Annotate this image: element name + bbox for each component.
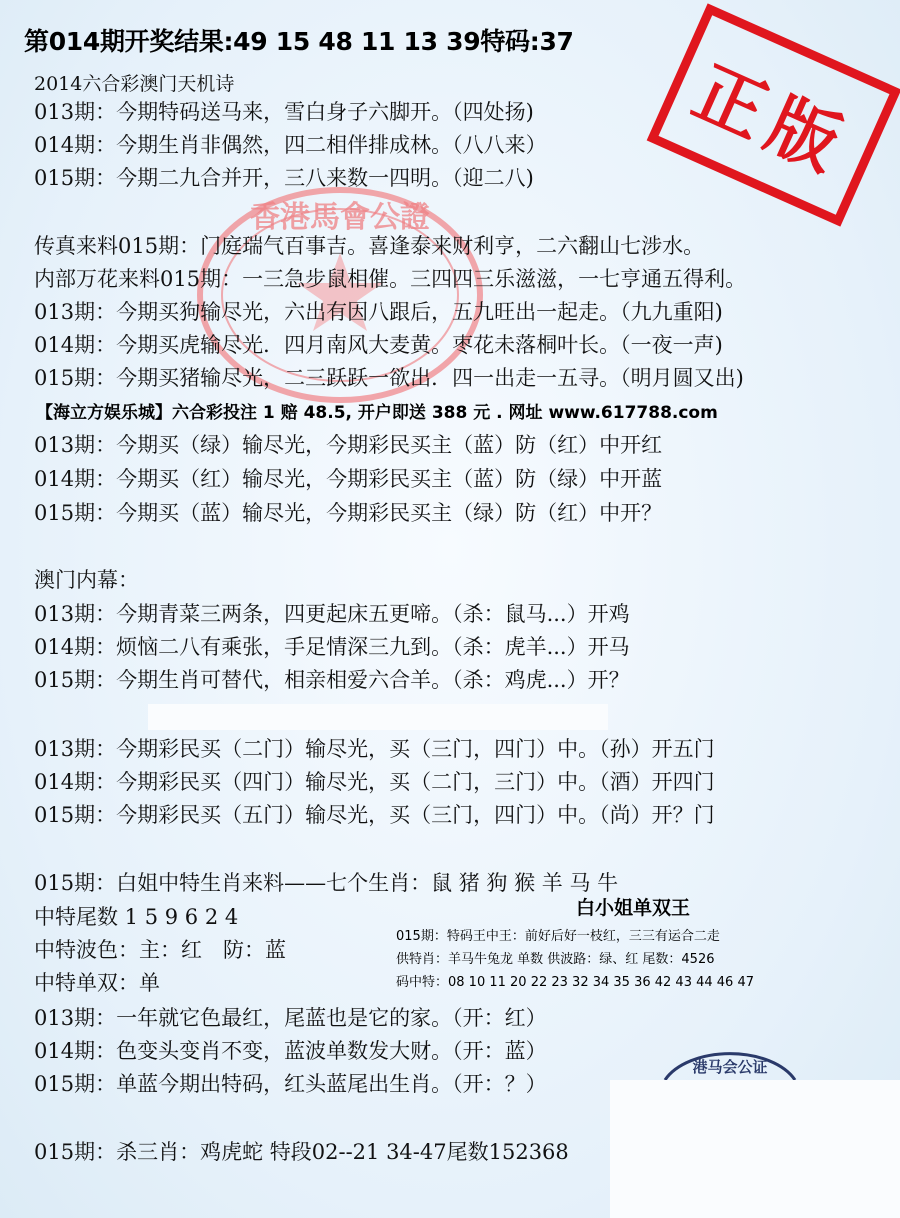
small-info-line: 码中特：08 10 11 20 22 23 32 34 35 36 42 43 44 46 47 [396, 975, 754, 990]
stamp-text: 正版 [682, 50, 862, 191]
color-line: 015期：今期买（蓝）输尽光，今期彩民买主（绿）防（红）中开？ [34, 501, 663, 525]
poem-line: 013期：今期特码送马来，雪白身子六脚开。（四处扬) [34, 100, 534, 124]
small-info-line: 供特肖：羊马牛兔龙 单数 供波路：绿、红 尾数：4526 [396, 952, 715, 967]
white-lady-subtitle: 白小姐单双王 [576, 897, 691, 919]
odd-even: 中特单双：单 [34, 971, 160, 995]
wave-color: 中特波色：主：红 防：蓝 [34, 938, 286, 962]
final-line: 015期：单蓝今期出特码，红头蓝尾出生肖。（开：？） [34, 1072, 547, 1096]
macau-title: 澳门内幕： [34, 568, 139, 592]
draw-result-header: 第014期开奖结果:49 15 48 11 13 39特码:37 [24, 27, 574, 56]
kill-zodiac-line: 015期：杀三肖：鸡虎蛇 特段02--21 34-47尾数152368 [34, 1140, 569, 1164]
blank-patch [148, 704, 608, 730]
zodiac-line: 015期：白姐中特生肖来料——七个生肖：鼠 猪 狗 猴 羊 马 牛 [34, 871, 619, 895]
fax-line: 内部万花来料015期：一三急步鼠相催。三四四三乐滋滋，一七亨通五得利。 [34, 267, 747, 291]
tail-numbers: 中特尾数 1 5 9 6 2 4 [34, 905, 239, 929]
macau-line: 015期：今期生肖可替代，相亲相爱六合羊。（杀：鸡虎...）开？ [34, 668, 630, 692]
small-info-line: 015期：特码王中王：前好后好一枝红，三三有运合二走 [396, 929, 720, 944]
seal-top-text: 香港馬會公證 [250, 200, 430, 235]
fax-line: 014期：今期买虎输尽光．四月南风大麦黄。枣花未落桐叶长。（一夜一声) [34, 333, 723, 357]
blank-patch [610, 1080, 900, 1218]
casino-ad-banner: 【海立方娱乐城】六合彩投注 1 赔 48.5, 开户即送 388 元 . 网址 www.617788.com [36, 403, 718, 423]
doors-line: 015期：今期彩民买（五门）输尽光，买（三门，四门）中。（尚）开？门 [34, 803, 715, 827]
doors-line: 013期：今期彩民买（二门）输尽光，买（三门，四门）中。（孙）开五门 [34, 737, 715, 761]
small-seal-icon [660, 1032, 800, 1082]
fax-line: 013期：今期买狗输尽光，六出有因八跟后，五九旺出一起走。（九九重阳) [34, 300, 723, 324]
final-line: 014期：色变头变肖不变，蓝波单数发大财。（开：蓝） [34, 1039, 547, 1063]
macau-line: 014期：烦恼二八有乘张，手足情深三九到。（杀：虎羊...）开马 [34, 635, 630, 659]
final-line: 013期：一年就它色最红，尾蓝也是它的家。（开：红） [34, 1006, 547, 1030]
macau-line: 013期：今期青菜三两条，四更起床五更啼。（杀：鼠马...）开鸡 [34, 602, 630, 626]
fax-line: 传真来料015期：门庭瑞气百事吉。喜逢泰来财利亨，二六翻山七涉水。 [34, 234, 705, 258]
doors-line: 014期：今期彩民买（四门）输尽光，买（二门，三门）中。（酒）开四门 [34, 770, 715, 794]
color-line: 014期：今期买（红）输尽光，今期彩民买主（蓝）防（绿）中开蓝 [34, 467, 663, 491]
poem-line: 015期：今期二九合并开，三八来数一四明。（迎二八) [34, 166, 534, 190]
poem-line: 014期：今期生肖非偶然，四二相伴排成林。（八八来） [34, 133, 547, 157]
poem-title: 2014六合彩澳门天机诗 [34, 73, 235, 95]
fax-line: 015期：今期买猪输尽光，二三跃跃一欲出．四一出走一五寻。（明月圆又出) [34, 366, 744, 390]
color-line: 013期：今期买（绿）输尽光，今期彩民买主（蓝）防（红）中开红 [34, 433, 663, 457]
small-seal-text: 港马会公证 [692, 1058, 768, 1076]
